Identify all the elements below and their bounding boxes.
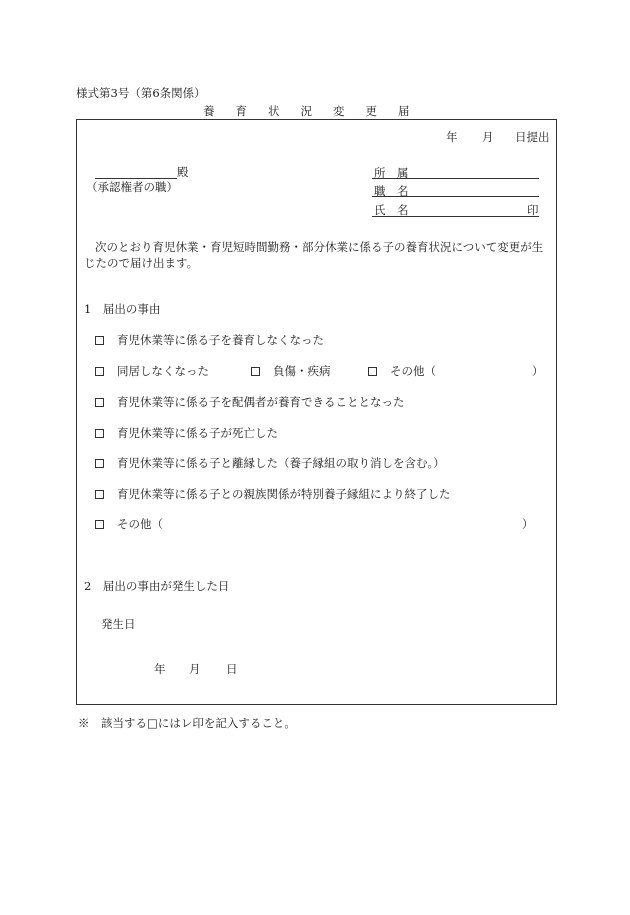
date-month-label: 月 [482, 130, 494, 144]
occurrence-month[interactable]: 月 [189, 662, 201, 676]
form-frame [76, 119, 557, 705]
date-day-label: 日提出 [515, 130, 550, 144]
occurrence-year[interactable]: 年 [154, 662, 166, 676]
reason-option-2b[interactable]: 負傷・疾病 [251, 364, 331, 378]
section1-heading: 1 届出の事由 [84, 302, 161, 316]
position-field[interactable] [372, 196, 539, 197]
addressee-honorific: 殿 [177, 165, 189, 179]
checkbox[interactable] [251, 367, 260, 376]
seal-mark: 印 [527, 203, 539, 217]
addressee-note: （承認権者の職） [86, 180, 178, 194]
reason-option-2a[interactable]: 同居しなくなった [95, 364, 209, 378]
reason-option-3[interactable]: 育児休業等に係る子を配偶者が養育できることとなった [95, 395, 405, 409]
occurrence-day[interactable]: 日 [226, 662, 238, 676]
form-title: 養育状況変更届 [203, 104, 431, 118]
checkbox[interactable] [95, 398, 104, 407]
reason-option-2c[interactable]: その他（ [368, 364, 436, 378]
checkbox[interactable] [95, 459, 104, 468]
name-field[interactable] [372, 216, 539, 217]
position-label: 職 名 [374, 184, 409, 198]
intro-line-2: じたので届け出ます。 [84, 256, 199, 270]
checkbox[interactable] [95, 429, 104, 438]
affiliation-field[interactable] [372, 178, 539, 179]
occurrence-date-label: 発生日 [101, 617, 136, 631]
addressee-line[interactable] [95, 178, 177, 179]
name-label: 氏 名 [374, 203, 409, 217]
reason-option-1[interactable]: 育児休業等に係る子を養育しなくなった [95, 333, 324, 347]
reason-option-7-close: ） [522, 517, 534, 531]
checkbox[interactable] [95, 490, 104, 499]
section2-heading: 2 届出の事由が発生した日 [84, 579, 230, 593]
checkbox[interactable] [95, 520, 104, 529]
reason-option-4[interactable]: 育児休業等に係る子が死亡した [95, 426, 278, 440]
footnote: ※ 該当する□にはレ印を記入すること。 [78, 716, 296, 730]
date-year-label: 年 [446, 130, 458, 144]
checkbox[interactable] [368, 367, 377, 376]
form-number: 様式第3号（第6条関係） [76, 86, 206, 100]
checkbox[interactable] [95, 336, 104, 345]
reason-option-6[interactable]: 育児休業等に係る子との親族関係が特別養子縁組により終了した [95, 487, 451, 501]
reason-option-2c-close: ） [532, 364, 544, 378]
reason-option-7[interactable]: その他（ [95, 517, 163, 531]
affiliation-label: 所 属 [374, 166, 409, 180]
intro-line-1: 次のとおり育児休業・育児短時間勤務・部分休業に係る子の養育状況について変更が生 [95, 240, 544, 254]
reason-option-5[interactable]: 育児休業等に係る子と離縁した（養子縁組の取り消しを含む。） [95, 456, 445, 470]
checkbox[interactable] [95, 367, 104, 376]
